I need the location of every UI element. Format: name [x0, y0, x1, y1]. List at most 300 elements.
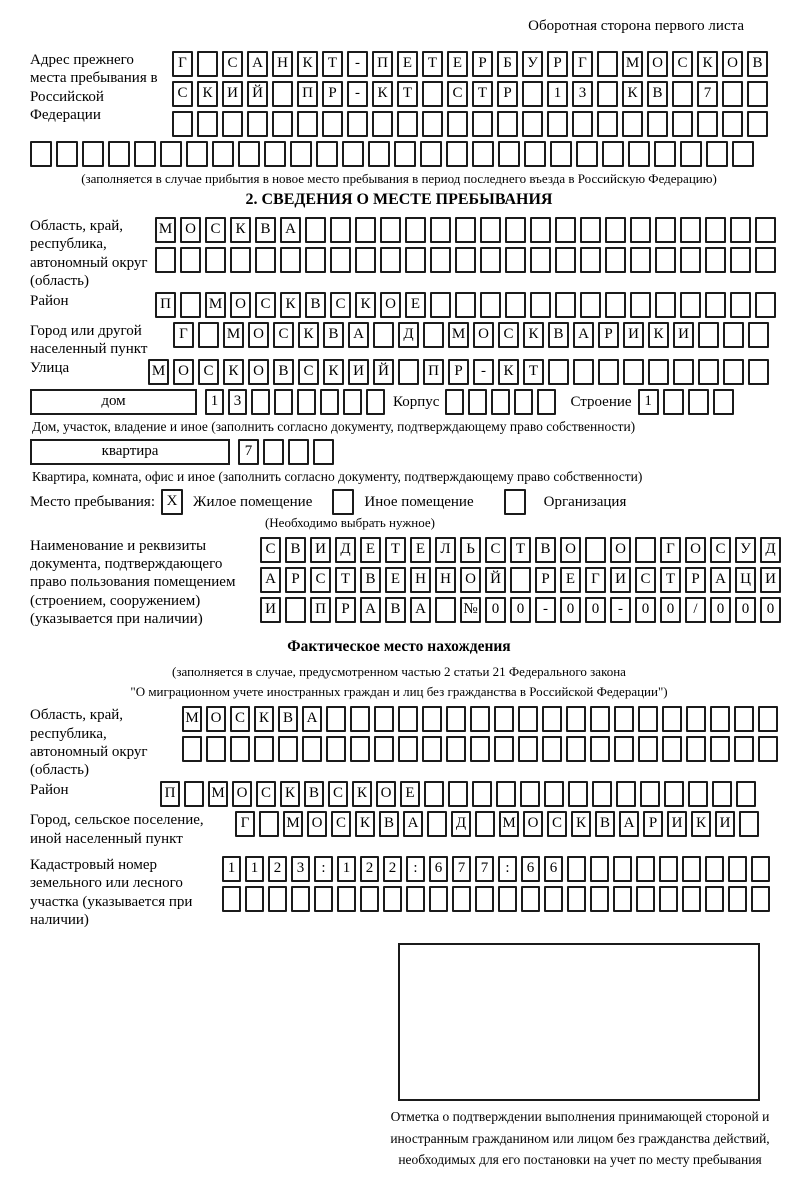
- char-cell[interactable]: [274, 389, 293, 415]
- char-cell[interactable]: [628, 141, 650, 167]
- char-cell[interactable]: [530, 217, 551, 243]
- char-cell[interactable]: [567, 856, 586, 882]
- char-cell[interactable]: [710, 736, 730, 762]
- char-cell[interactable]: [659, 856, 678, 882]
- char-cell[interactable]: 0: [585, 597, 606, 623]
- char-cell[interactable]: К: [352, 781, 372, 807]
- char-cell[interactable]: [616, 781, 636, 807]
- char-cell[interactable]: [314, 886, 333, 912]
- char-cell[interactable]: [472, 781, 492, 807]
- char-cell[interactable]: К: [697, 51, 718, 77]
- char-cell[interactable]: М: [622, 51, 643, 77]
- char-cell[interactable]: [686, 706, 706, 732]
- char-cell[interactable]: О: [460, 567, 481, 593]
- char-cell[interactable]: А: [410, 597, 431, 623]
- char-cell[interactable]: [343, 389, 362, 415]
- char-cell[interactable]: -: [535, 597, 556, 623]
- char-cell[interactable]: [245, 886, 264, 912]
- char-cell[interactable]: [576, 141, 598, 167]
- char-cell[interactable]: [734, 736, 754, 762]
- char-cell[interactable]: [755, 247, 776, 273]
- char-cell[interactable]: Г: [585, 567, 606, 593]
- char-cell[interactable]: 3: [228, 389, 247, 415]
- char-cell[interactable]: [280, 247, 301, 273]
- char-cell[interactable]: [455, 247, 476, 273]
- char-cell[interactable]: [697, 111, 718, 137]
- char-cell[interactable]: [758, 736, 778, 762]
- char-cell[interactable]: 0: [485, 597, 506, 623]
- char-cell[interactable]: Р: [535, 567, 556, 593]
- char-cell[interactable]: [360, 886, 379, 912]
- char-cell[interactable]: Т: [385, 537, 406, 563]
- char-cell[interactable]: [496, 781, 516, 807]
- char-cell[interactable]: М: [155, 217, 176, 243]
- char-cell[interactable]: Р: [472, 51, 493, 77]
- char-cell[interactable]: Т: [335, 567, 356, 593]
- char-cell[interactable]: [580, 217, 601, 243]
- char-cell[interactable]: [728, 856, 747, 882]
- char-cell[interactable]: [747, 111, 768, 137]
- char-cell[interactable]: [542, 706, 562, 732]
- char-cell[interactable]: [405, 217, 426, 243]
- char-cell[interactable]: М: [205, 292, 226, 318]
- char-cell[interactable]: Р: [598, 322, 619, 348]
- char-cell[interactable]: [172, 111, 193, 137]
- char-cell[interactable]: Т: [523, 359, 544, 385]
- char-cell[interactable]: Р: [448, 359, 469, 385]
- char-cell[interactable]: И: [623, 322, 644, 348]
- char-cell[interactable]: Р: [547, 51, 568, 77]
- char-cell[interactable]: [398, 706, 418, 732]
- char-cell[interactable]: [597, 51, 618, 77]
- char-cell[interactable]: 6: [544, 856, 563, 882]
- char-cell[interactable]: [640, 781, 660, 807]
- char-cell[interactable]: [238, 141, 260, 167]
- char-cell[interactable]: [320, 389, 339, 415]
- char-cell[interactable]: [290, 141, 312, 167]
- char-cell[interactable]: Г: [235, 811, 255, 837]
- char-cell[interactable]: А: [247, 51, 268, 77]
- char-cell[interactable]: [505, 292, 526, 318]
- char-cell[interactable]: В: [548, 322, 569, 348]
- char-cell[interactable]: [452, 886, 471, 912]
- char-cell[interactable]: К: [323, 359, 344, 385]
- char-cell[interactable]: [723, 359, 744, 385]
- char-cell[interactable]: П: [160, 781, 180, 807]
- char-cell[interactable]: [662, 706, 682, 732]
- char-cell[interactable]: [730, 292, 751, 318]
- char-cell[interactable]: [613, 856, 632, 882]
- char-cell[interactable]: Г: [172, 51, 193, 77]
- char-cell[interactable]: С: [230, 706, 250, 732]
- char-cell[interactable]: С: [298, 359, 319, 385]
- char-cell[interactable]: [374, 706, 394, 732]
- char-cell[interactable]: [748, 359, 769, 385]
- char-cell[interactable]: И: [667, 811, 687, 837]
- char-cell[interactable]: [590, 856, 609, 882]
- char-cell[interactable]: [160, 141, 182, 167]
- char-cell[interactable]: [423, 322, 444, 348]
- char-cell[interactable]: [337, 886, 356, 912]
- char-cell[interactable]: [383, 886, 402, 912]
- char-cell[interactable]: 2: [383, 856, 402, 882]
- char-cell[interactable]: Т: [660, 567, 681, 593]
- char-cell[interactable]: [635, 537, 656, 563]
- char-cell[interactable]: С: [331, 811, 351, 837]
- char-cell[interactable]: [705, 217, 726, 243]
- char-cell[interactable]: [748, 322, 769, 348]
- char-cell[interactable]: [278, 736, 298, 762]
- char-cell[interactable]: [659, 886, 678, 912]
- char-cell[interactable]: [590, 886, 609, 912]
- char-cell[interactable]: В: [535, 537, 556, 563]
- char-cell[interactable]: [510, 567, 531, 593]
- char-cell[interactable]: [682, 886, 701, 912]
- char-cell[interactable]: [747, 81, 768, 107]
- char-cell[interactable]: [520, 781, 540, 807]
- char-cell[interactable]: [427, 811, 447, 837]
- char-cell[interactable]: К: [230, 217, 251, 243]
- char-cell[interactable]: И: [310, 537, 331, 563]
- char-cell[interactable]: 7: [238, 439, 259, 465]
- char-cell[interactable]: [722, 111, 743, 137]
- char-cell[interactable]: П: [372, 51, 393, 77]
- char-cell[interactable]: [566, 736, 586, 762]
- char-cell[interactable]: [622, 111, 643, 137]
- char-cell[interactable]: Н: [410, 567, 431, 593]
- char-cell[interactable]: А: [260, 567, 281, 593]
- char-cell[interactable]: В: [595, 811, 615, 837]
- char-cell[interactable]: [751, 856, 770, 882]
- char-cell[interactable]: [197, 51, 218, 77]
- char-cell[interactable]: [698, 322, 719, 348]
- char-cell[interactable]: [638, 706, 658, 732]
- char-cell[interactable]: [494, 706, 514, 732]
- char-cell[interactable]: Т: [397, 81, 418, 107]
- char-cell[interactable]: [505, 247, 526, 273]
- char-cell[interactable]: [305, 247, 326, 273]
- char-cell[interactable]: [739, 811, 759, 837]
- char-cell[interactable]: [212, 141, 234, 167]
- char-cell[interactable]: Й: [485, 567, 506, 593]
- char-cell[interactable]: [302, 736, 322, 762]
- char-cell[interactable]: [555, 292, 576, 318]
- char-cell[interactable]: [374, 736, 394, 762]
- char-cell[interactable]: П: [155, 292, 176, 318]
- char-cell[interactable]: К: [197, 81, 218, 107]
- char-cell[interactable]: У: [735, 537, 756, 563]
- char-cell[interactable]: [522, 81, 543, 107]
- char-cell[interactable]: 0: [760, 597, 781, 623]
- char-cell[interactable]: О: [722, 51, 743, 77]
- char-cell[interactable]: [272, 111, 293, 137]
- char-cell[interactable]: [247, 111, 268, 137]
- char-cell[interactable]: [186, 141, 208, 167]
- char-cell[interactable]: №: [460, 597, 481, 623]
- char-cell[interactable]: О: [473, 322, 494, 348]
- char-cell[interactable]: [728, 886, 747, 912]
- char-cell[interactable]: А: [360, 597, 381, 623]
- char-cell[interactable]: М: [182, 706, 202, 732]
- char-cell[interactable]: [734, 706, 754, 732]
- char-cell[interactable]: [182, 736, 202, 762]
- char-cell[interactable]: [688, 781, 708, 807]
- char-cell[interactable]: [710, 706, 730, 732]
- char-cell[interactable]: [420, 141, 442, 167]
- char-cell[interactable]: [498, 886, 517, 912]
- char-cell[interactable]: [263, 439, 284, 465]
- char-cell[interactable]: [732, 141, 754, 167]
- char-cell[interactable]: [230, 736, 250, 762]
- char-cell[interactable]: О: [647, 51, 668, 77]
- char-cell[interactable]: 6: [429, 856, 448, 882]
- char-cell[interactable]: О: [380, 292, 401, 318]
- char-cell[interactable]: С: [172, 81, 193, 107]
- char-cell[interactable]: С: [260, 537, 281, 563]
- char-cell[interactable]: О: [206, 706, 226, 732]
- char-cell[interactable]: [342, 141, 364, 167]
- char-cell[interactable]: С: [222, 51, 243, 77]
- char-cell[interactable]: [614, 706, 634, 732]
- char-cell[interactable]: [597, 81, 618, 107]
- char-cell[interactable]: 1: [205, 389, 224, 415]
- char-cell[interactable]: [580, 292, 601, 318]
- char-cell[interactable]: С: [273, 322, 294, 348]
- char-cell[interactable]: [430, 247, 451, 273]
- char-cell[interactable]: И: [673, 322, 694, 348]
- char-cell[interactable]: С: [310, 567, 331, 593]
- char-cell[interactable]: [663, 389, 684, 415]
- char-cell[interactable]: Р: [685, 567, 706, 593]
- char-cell[interactable]: [455, 292, 476, 318]
- char-cell[interactable]: [598, 359, 619, 385]
- char-cell[interactable]: [664, 781, 684, 807]
- char-cell[interactable]: А: [573, 322, 594, 348]
- char-cell[interactable]: [347, 111, 368, 137]
- char-cell[interactable]: [572, 111, 593, 137]
- char-cell[interactable]: Т: [422, 51, 443, 77]
- char-cell[interactable]: С: [255, 292, 276, 318]
- char-cell[interactable]: /: [685, 597, 706, 623]
- char-cell[interactable]: 1: [222, 856, 241, 882]
- char-cell[interactable]: [180, 292, 201, 318]
- char-cell[interactable]: [446, 141, 468, 167]
- char-cell[interactable]: К: [691, 811, 711, 837]
- char-cell[interactable]: [688, 389, 709, 415]
- char-cell[interactable]: [590, 706, 610, 732]
- char-cell[interactable]: И: [260, 597, 281, 623]
- char-cell[interactable]: К: [254, 706, 274, 732]
- char-cell[interactable]: [602, 141, 624, 167]
- kvartira-field-box[interactable]: квартира: [30, 439, 230, 465]
- char-cell[interactable]: [406, 886, 425, 912]
- char-cell[interactable]: [230, 247, 251, 273]
- char-cell[interactable]: [254, 736, 274, 762]
- char-cell[interactable]: [470, 706, 490, 732]
- char-cell[interactable]: В: [304, 781, 324, 807]
- char-cell[interactable]: [524, 141, 546, 167]
- char-cell[interactable]: [155, 247, 176, 273]
- char-cell[interactable]: И: [348, 359, 369, 385]
- char-cell[interactable]: [430, 217, 451, 243]
- char-cell[interactable]: П: [297, 81, 318, 107]
- char-cell[interactable]: [547, 111, 568, 137]
- char-cell[interactable]: Е: [360, 537, 381, 563]
- char-cell[interactable]: [398, 736, 418, 762]
- char-cell[interactable]: [673, 359, 694, 385]
- char-cell[interactable]: 0: [635, 597, 656, 623]
- char-cell[interactable]: [706, 141, 728, 167]
- char-cell[interactable]: 3: [291, 856, 310, 882]
- char-cell[interactable]: [736, 781, 756, 807]
- char-cell[interactable]: [505, 217, 526, 243]
- char-cell[interactable]: [655, 247, 676, 273]
- char-cell[interactable]: [751, 886, 770, 912]
- char-cell[interactable]: [297, 111, 318, 137]
- char-cell[interactable]: [630, 217, 651, 243]
- char-cell[interactable]: Д: [451, 811, 471, 837]
- char-cell[interactable]: Т: [322, 51, 343, 77]
- char-cell[interactable]: О: [610, 537, 631, 563]
- char-cell[interactable]: А: [280, 217, 301, 243]
- char-cell[interactable]: [636, 856, 655, 882]
- char-cell[interactable]: [680, 217, 701, 243]
- char-cell[interactable]: 2: [360, 856, 379, 882]
- char-cell[interactable]: [566, 706, 586, 732]
- char-cell[interactable]: [326, 736, 346, 762]
- char-cell[interactable]: [630, 292, 651, 318]
- char-cell[interactable]: Е: [385, 567, 406, 593]
- char-cell[interactable]: К: [298, 322, 319, 348]
- char-cell[interactable]: [108, 141, 130, 167]
- char-cell[interactable]: [638, 736, 658, 762]
- char-cell[interactable]: [630, 247, 651, 273]
- char-cell[interactable]: 7: [475, 856, 494, 882]
- char-cell[interactable]: [647, 111, 668, 137]
- char-cell[interactable]: [198, 322, 219, 348]
- char-cell[interactable]: В: [747, 51, 768, 77]
- char-cell[interactable]: [518, 736, 538, 762]
- char-cell[interactable]: [755, 217, 776, 243]
- char-cell[interactable]: 6: [521, 856, 540, 882]
- checkbox-zhiloe[interactable]: X: [161, 489, 183, 515]
- char-cell[interactable]: Й: [247, 81, 268, 107]
- char-cell[interactable]: 3: [572, 81, 593, 107]
- char-cell[interactable]: О: [248, 359, 269, 385]
- char-cell[interactable]: [705, 247, 726, 273]
- char-cell[interactable]: 7: [697, 81, 718, 107]
- char-cell[interactable]: [222, 111, 243, 137]
- char-cell[interactable]: [291, 886, 310, 912]
- char-cell[interactable]: [380, 247, 401, 273]
- char-cell[interactable]: К: [571, 811, 591, 837]
- char-cell[interactable]: О: [173, 359, 194, 385]
- char-cell[interactable]: [255, 247, 276, 273]
- char-cell[interactable]: С: [485, 537, 506, 563]
- char-cell[interactable]: К: [648, 322, 669, 348]
- char-cell[interactable]: [305, 217, 326, 243]
- char-cell[interactable]: [56, 141, 78, 167]
- char-cell[interactable]: [422, 706, 442, 732]
- char-cell[interactable]: [686, 736, 706, 762]
- char-cell[interactable]: [723, 322, 744, 348]
- char-cell[interactable]: [592, 781, 612, 807]
- char-cell[interactable]: В: [647, 81, 668, 107]
- char-cell[interactable]: [580, 247, 601, 273]
- char-cell[interactable]: [672, 111, 693, 137]
- char-cell[interactable]: [380, 217, 401, 243]
- char-cell[interactable]: П: [423, 359, 444, 385]
- char-cell[interactable]: :: [314, 856, 333, 882]
- char-cell[interactable]: И: [610, 567, 631, 593]
- char-cell[interactable]: Д: [335, 537, 356, 563]
- char-cell[interactable]: Д: [398, 322, 419, 348]
- char-cell[interactable]: [445, 389, 464, 415]
- char-cell[interactable]: П: [310, 597, 331, 623]
- char-cell[interactable]: [475, 886, 494, 912]
- char-cell[interactable]: С: [447, 81, 468, 107]
- char-cell[interactable]: О: [307, 811, 327, 837]
- char-cell[interactable]: [372, 111, 393, 137]
- char-cell[interactable]: [222, 886, 241, 912]
- char-cell[interactable]: В: [273, 359, 294, 385]
- char-cell[interactable]: Е: [397, 51, 418, 77]
- char-cell[interactable]: 0: [735, 597, 756, 623]
- char-cell[interactable]: -: [347, 81, 368, 107]
- char-cell[interactable]: [491, 389, 510, 415]
- char-cell[interactable]: [530, 292, 551, 318]
- char-cell[interactable]: [585, 537, 606, 563]
- char-cell[interactable]: [613, 886, 632, 912]
- char-cell[interactable]: [368, 141, 390, 167]
- char-cell[interactable]: Н: [435, 567, 456, 593]
- char-cell[interactable]: [398, 359, 419, 385]
- char-cell[interactable]: И: [222, 81, 243, 107]
- char-cell[interactable]: [448, 781, 468, 807]
- char-cell[interactable]: Р: [285, 567, 306, 593]
- char-cell[interactable]: [422, 81, 443, 107]
- char-cell[interactable]: Б: [497, 51, 518, 77]
- char-cell[interactable]: 1: [245, 856, 264, 882]
- char-cell[interactable]: [497, 111, 518, 137]
- char-cell[interactable]: [82, 141, 104, 167]
- char-cell[interactable]: У: [522, 51, 543, 77]
- char-cell[interactable]: [597, 111, 618, 137]
- char-cell[interactable]: [326, 706, 346, 732]
- char-cell[interactable]: [134, 141, 156, 167]
- char-cell[interactable]: [472, 111, 493, 137]
- char-cell[interactable]: [655, 217, 676, 243]
- char-cell[interactable]: [264, 141, 286, 167]
- char-cell[interactable]: С: [205, 217, 226, 243]
- char-cell[interactable]: :: [498, 856, 517, 882]
- char-cell[interactable]: [530, 247, 551, 273]
- char-cell[interactable]: Р: [322, 81, 343, 107]
- char-cell[interactable]: -: [610, 597, 631, 623]
- char-cell[interactable]: [494, 736, 514, 762]
- char-cell[interactable]: [636, 886, 655, 912]
- char-cell[interactable]: М: [223, 322, 244, 348]
- char-cell[interactable]: [623, 359, 644, 385]
- char-cell[interactable]: Т: [472, 81, 493, 107]
- char-cell[interactable]: 2: [268, 856, 287, 882]
- char-cell[interactable]: [590, 736, 610, 762]
- char-cell[interactable]: А: [619, 811, 639, 837]
- char-cell[interactable]: [705, 886, 724, 912]
- char-cell[interactable]: [355, 217, 376, 243]
- char-cell[interactable]: [422, 111, 443, 137]
- char-cell[interactable]: В: [360, 567, 381, 593]
